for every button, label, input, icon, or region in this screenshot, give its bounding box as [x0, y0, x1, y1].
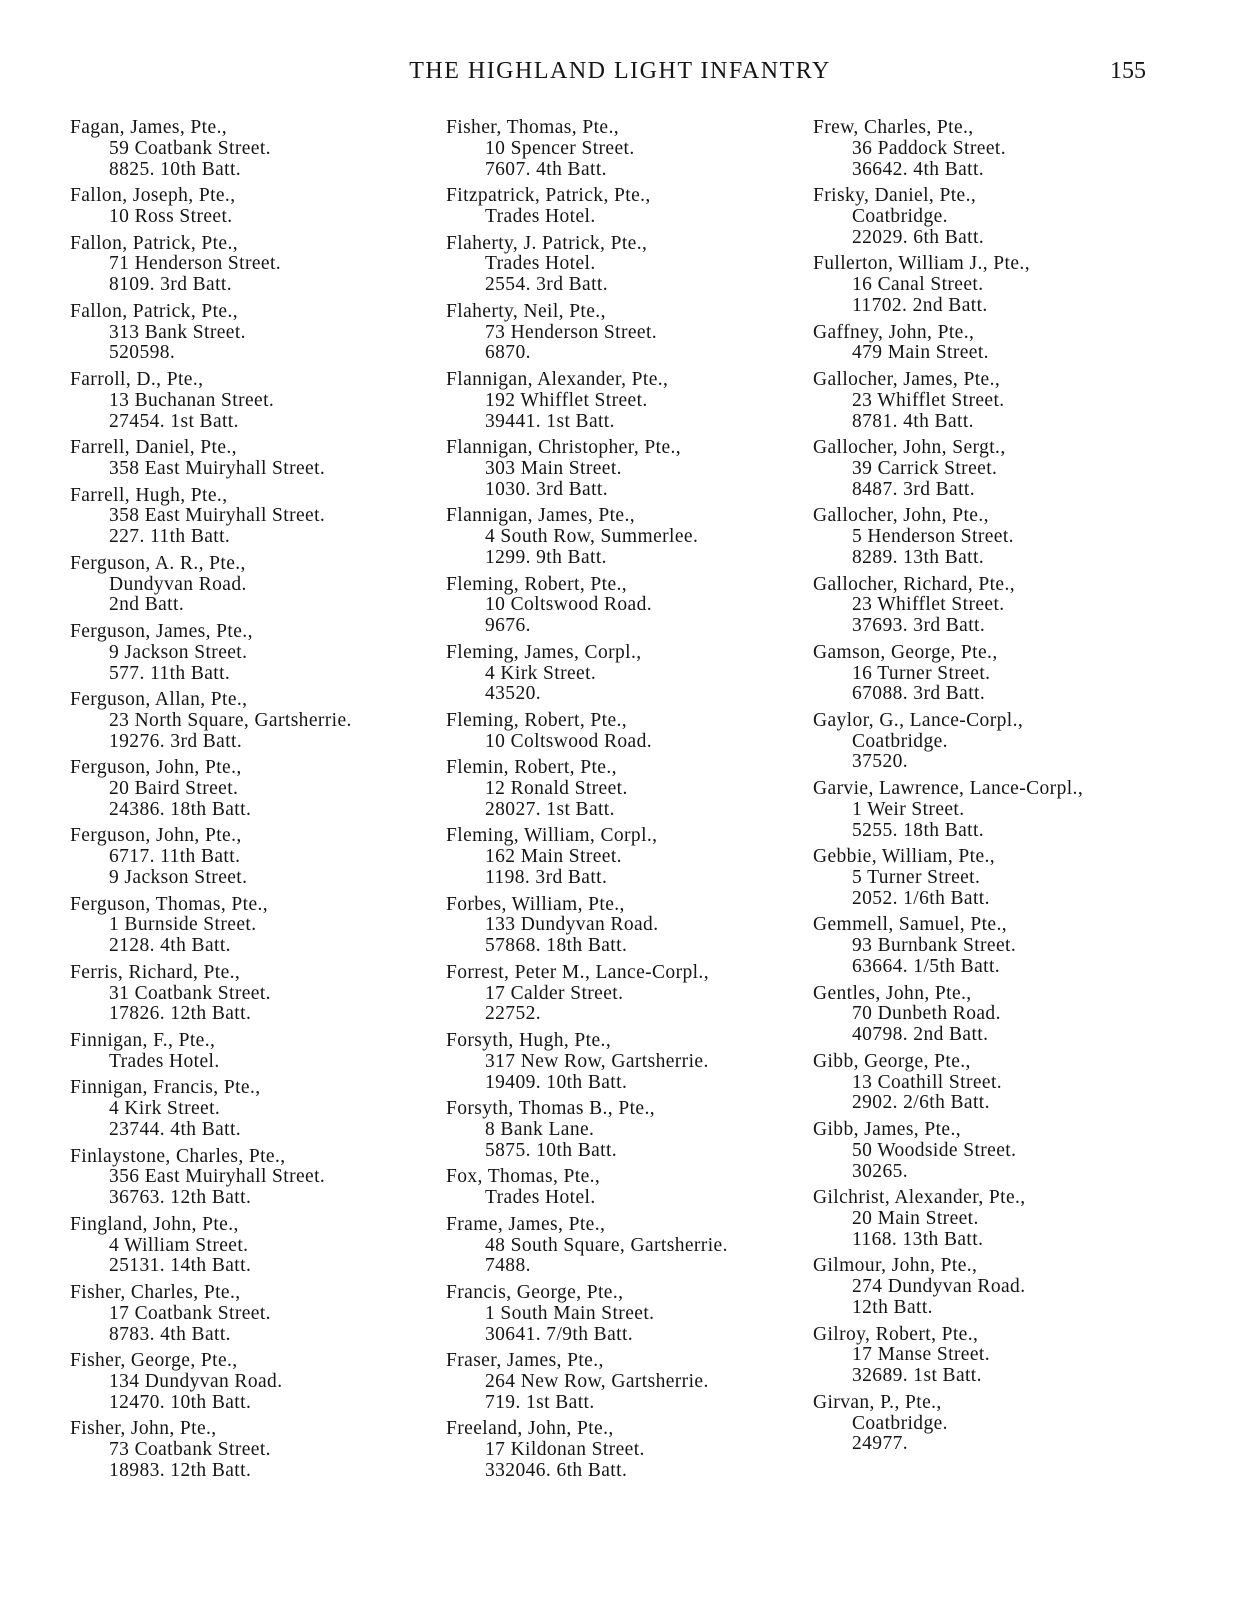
roll-entry	[446, 118, 806, 180]
entry-name: Ferguson, John, Pte.,	[70, 825, 242, 847]
entry-detail: 25131. 14th Batt.	[109, 1255, 252, 1277]
entry-name: Gallocher, John, Pte.,	[813, 505, 989, 527]
entry-detail: 16 Turner Street.	[852, 662, 991, 684]
entry-name: Fisher, Charles, Pte.,	[70, 1281, 241, 1303]
roll-entry	[70, 438, 430, 480]
entry-name: Flannigan, Alexander, Pte.,	[446, 368, 669, 390]
entry-name: Fingland, John, Pte.,	[70, 1213, 239, 1235]
entry-detail: 2554. 3rd Batt.	[485, 274, 608, 296]
entry-detail: 356 East Muiryhall Street.	[109, 1166, 326, 1188]
entry-detail: 332046. 6th Batt.	[485, 1459, 628, 1481]
entry-detail: 5 Turner Street.	[852, 867, 981, 889]
roll-entry	[813, 779, 1203, 841]
entry-name: Gallocher, John, Sergt.,	[813, 437, 1006, 459]
roll-entry	[70, 486, 430, 548]
entry-detail: 39441. 1st Batt.	[485, 410, 615, 432]
entry-name: Gaylor, G., Lance-Corpl.,	[813, 709, 1024, 731]
roll-entry	[813, 1120, 1203, 1182]
entry-detail: 7488.	[485, 1255, 531, 1277]
entry-detail: 50 Woodside Street.	[852, 1139, 1017, 1161]
roll-entry	[70, 234, 430, 296]
entry-name: Fallon, Joseph, Pte.,	[70, 185, 236, 207]
entry-detail: 24977.	[852, 1433, 909, 1455]
roll-entry	[70, 758, 430, 820]
entry-detail: 227. 11th Batt.	[109, 526, 231, 548]
entry-detail: 4 South Row, Summerlee.	[485, 526, 699, 548]
entry-detail: 12th Batt.	[852, 1296, 933, 1318]
entry-detail: 36763. 12th Batt.	[109, 1187, 252, 1209]
entry-detail: 36642. 4th Batt.	[852, 158, 985, 180]
entry-detail: 11702. 2nd Batt.	[852, 294, 988, 316]
entry-detail: 70 Dunbeth Road.	[852, 1003, 1001, 1025]
roll-entry	[446, 234, 806, 296]
entry-name: Flaherty, J. Patrick, Pte.,	[446, 232, 648, 254]
entry-detail: 13 Coathill Street.	[852, 1071, 1003, 1093]
entry-detail: 23 Whifflet Street.	[852, 389, 1005, 411]
entry-name: Gallocher, Richard, Pte.,	[813, 573, 1015, 595]
entry-detail: 37520.	[852, 751, 909, 773]
entry-detail: 24386. 18th Batt.	[109, 798, 252, 820]
roll-entry	[70, 186, 430, 228]
entry-detail: 12470. 10th Batt.	[109, 1391, 252, 1413]
roll-entry	[446, 506, 806, 568]
entry-name: Finnigan, F., Pte.,	[70, 1030, 216, 1052]
entry-name: Fisher, Thomas, Pte.,	[446, 117, 620, 138]
entry-detail: 2052. 1/6th Batt.	[852, 887, 990, 909]
entry-detail: 313 Bank Street.	[109, 321, 246, 343]
entry-detail: 5875. 10th Batt.	[485, 1139, 618, 1161]
roll-entry	[446, 963, 806, 1025]
entry-detail: 27454. 1st Batt.	[109, 410, 239, 432]
entry-detail: 36 Paddock Street.	[852, 137, 1006, 159]
roll-entry	[446, 575, 806, 637]
entry-detail: 8781. 4th Batt.	[852, 410, 974, 432]
entry-detail: 17 Coatbank Street.	[109, 1302, 271, 1324]
roll-entry	[813, 1393, 1203, 1455]
entry-detail: 358 East Muiryhall Street.	[109, 505, 326, 527]
entry-detail: 8289. 13th Batt.	[852, 546, 985, 568]
roll-entry	[70, 1147, 430, 1209]
entry-detail: 2nd Batt.	[109, 594, 185, 616]
roll-entry	[813, 254, 1203, 316]
entry-detail: 63664. 1/5th Batt.	[852, 956, 1001, 978]
roll-entry	[813, 643, 1203, 705]
column-2	[446, 118, 806, 1488]
roll-entry	[70, 302, 430, 364]
entry-detail: 48 South Square, Gartsherrie.	[485, 1234, 728, 1256]
entry-detail: 19409. 10th Batt.	[485, 1071, 628, 1093]
entry-detail: 303 Main Street.	[485, 457, 622, 479]
running-title: THE HIGHLAND LIGHT INFANTRY	[409, 58, 831, 84]
entry-detail: 134 Dundyvan Road.	[109, 1370, 283, 1392]
entry-name: Ferguson, A. R., Pte.,	[70, 552, 246, 574]
entry-detail: 30265.	[852, 1160, 909, 1182]
entry-detail: Trades Hotel.	[109, 1050, 220, 1072]
entry-detail: Trades Hotel.	[485, 253, 596, 275]
entry-detail: 6717. 11th Batt.	[109, 846, 241, 868]
roll-entry	[70, 895, 430, 957]
entry-detail: 162 Main Street.	[485, 846, 622, 868]
entry-detail: 57868. 18th Batt.	[485, 935, 628, 957]
entry-detail: 59 Coatbank Street.	[109, 137, 271, 159]
entry-name: Flannigan, Christopher, Pte.,	[446, 437, 682, 459]
entry-detail: 20 Main Street.	[852, 1208, 979, 1229]
page-number: 155	[1110, 58, 1146, 84]
roll-entry	[446, 826, 806, 888]
roll-entry	[813, 1052, 1203, 1114]
roll-entry	[446, 1167, 806, 1209]
entry-name: Girvan, P., Pte.,	[813, 1391, 942, 1413]
roll-entry	[813, 984, 1203, 1046]
roll-entry	[70, 1283, 430, 1345]
roll-entry	[70, 826, 430, 888]
entry-detail: Trades Hotel.	[485, 205, 596, 227]
entry-detail: 10 Coltswood Road.	[485, 594, 652, 616]
entry-name: Forsyth, Hugh, Pte.,	[446, 1030, 612, 1052]
entry-name: Fox, Thomas, Pte.,	[446, 1166, 601, 1188]
roll-entry	[446, 438, 806, 500]
entry-detail: 12 Ronald Street.	[485, 778, 628, 800]
entry-detail: 17 Calder Street.	[485, 982, 624, 1004]
entry-detail: 5255. 18th Batt.	[852, 819, 985, 841]
entry-name: Gebbie, William, Pte.,	[813, 846, 996, 868]
entry-name: Gamson, George, Pte.,	[813, 641, 998, 663]
entry-detail: 28027. 1st Batt.	[485, 798, 615, 820]
entry-detail: 23 Whifflet Street.	[852, 594, 1005, 616]
entry-detail: 93 Burnbank Street.	[852, 935, 1017, 957]
entry-name: Fullerton, William J., Pte.,	[813, 253, 1030, 275]
entry-detail: 479 Main Street.	[852, 342, 989, 364]
entry-name: Gibb, George, Pte.,	[813, 1050, 971, 1072]
entry-detail: 67088. 3rd Batt.	[852, 683, 986, 705]
entry-detail: 8487. 3rd Batt.	[852, 478, 975, 500]
roll-entry	[70, 690, 430, 752]
entry-name: Fleming, Robert, Pte.,	[446, 709, 628, 731]
roll-entry	[813, 1325, 1203, 1387]
entry-name: Freeland, John, Pte.,	[446, 1418, 614, 1440]
entry-name: Fisher, John, Pte.,	[70, 1418, 217, 1440]
roll-entry	[70, 370, 430, 432]
entry-detail: 73 Coatbank Street.	[109, 1439, 271, 1461]
column-3	[813, 118, 1203, 1461]
entry-detail: 73 Henderson Street.	[485, 321, 658, 343]
entry-detail: 20 Baird Street.	[109, 778, 239, 800]
entry-name: Ferris, Richard, Pte.,	[70, 961, 241, 983]
entry-name: Flannigan, James, Pte.,	[446, 505, 636, 527]
entry-name: Ferguson, Allan, Pte.,	[70, 689, 248, 711]
entry-detail: 19276. 3rd Batt.	[109, 730, 243, 752]
entry-detail: 17 Manse Street.	[852, 1344, 990, 1366]
roll-entry	[70, 1031, 430, 1073]
roll-entry	[813, 323, 1203, 365]
entry-name: Flemin, Robert, Pte.,	[446, 757, 617, 779]
roll-entry	[446, 1215, 806, 1277]
entry-detail: 6870.	[485, 342, 531, 364]
entry-name: Flaherty, Neil, Pte.,	[446, 300, 606, 322]
entry-name: Gallocher, James, Pte.,	[813, 368, 1001, 390]
entry-name: Gibb, James, Pte.,	[813, 1119, 962, 1141]
entry-detail: 577. 11th Batt.	[109, 662, 231, 684]
entry-detail: 4 Kirk Street.	[485, 662, 597, 684]
roll-entry	[70, 1351, 430, 1413]
roll-entry	[70, 1419, 430, 1481]
roll-entry	[446, 1419, 806, 1481]
entry-name: Fleming, William, Corpl.,	[446, 825, 658, 847]
entry-detail: 4 Kirk Street.	[109, 1098, 221, 1120]
roll-entry	[813, 915, 1203, 977]
entry-name: Fleming, Robert, Pte.,	[446, 573, 628, 595]
entry-detail: 22752.	[485, 1003, 542, 1025]
entry-name: Gentles, John, Pte.,	[813, 982, 972, 1004]
entry-detail: 7607. 4th Batt.	[485, 158, 607, 180]
entry-detail: 17826. 12th Batt.	[109, 1003, 252, 1025]
entry-detail: 317 New Row, Gartsherrie.	[485, 1050, 709, 1072]
entry-name: Finnigan, Francis, Pte.,	[70, 1077, 261, 1099]
entry-detail: 22029. 6th Batt.	[852, 226, 985, 248]
roll-entry	[446, 302, 806, 364]
entry-detail: 37693. 3rd Batt.	[852, 615, 986, 637]
entry-name: Fagan, James, Pte.,	[70, 117, 228, 138]
roll-entry	[813, 575, 1203, 637]
roll-entry	[446, 895, 806, 957]
roll-entry	[446, 758, 806, 820]
roll-entry	[446, 186, 806, 228]
entry-name: Fleming, James, Corpl.,	[446, 641, 642, 663]
entry-name: Ferguson, John, Pte.,	[70, 757, 242, 779]
entry-name: Farrell, Daniel, Pte.,	[70, 437, 237, 459]
entry-detail: Trades Hotel.	[485, 1187, 596, 1209]
roll-entry	[813, 186, 1203, 248]
entry-detail: Coatbridge.	[852, 1412, 948, 1434]
roll-entry	[70, 622, 430, 684]
entry-detail: 30641. 7/9th Batt.	[485, 1323, 634, 1345]
entry-name: Gilroy, Robert, Pte.,	[813, 1323, 979, 1345]
roll-entry	[813, 711, 1203, 773]
entry-detail: 358 East Muiryhall Street.	[109, 457, 326, 479]
entry-name: Gaffney, John, Pte.,	[813, 321, 975, 343]
entry-detail: 31 Coatbank Street.	[109, 982, 271, 1004]
entry-detail: 40798. 2nd Batt.	[852, 1024, 989, 1046]
roll-entry	[446, 1031, 806, 1093]
entry-detail: 10 Coltswood Road.	[485, 730, 652, 752]
entry-detail: 274 Dundyvan Road.	[852, 1276, 1026, 1298]
roll-entry	[813, 118, 1203, 180]
entry-detail: 8 Bank Lane.	[485, 1119, 595, 1141]
entry-name: Forsyth, Thomas B., Pte.,	[446, 1098, 655, 1120]
entry-detail: 71 Henderson Street.	[109, 253, 282, 275]
entry-detail: 1 Weir Street.	[852, 798, 965, 820]
entry-detail: 9 Jackson Street.	[109, 867, 248, 889]
entry-name: Farrell, Hugh, Pte.,	[70, 484, 228, 506]
entry-name: Forrest, Peter M., Lance-Corpl.,	[446, 961, 709, 983]
entry-name: Finlaystone, Charles, Pte.,	[70, 1145, 286, 1167]
entry-detail: 1198. 3rd Batt.	[485, 867, 608, 889]
entry-name: Forbes, William, Pte.,	[446, 893, 625, 915]
entry-name: Gemmell, Samuel, Pte.,	[813, 914, 1008, 936]
entry-name: Fisher, George, Pte.,	[70, 1350, 238, 1372]
entry-detail: 8825. 10th Batt.	[109, 158, 242, 180]
entry-detail: 2902. 2/6th Batt.	[852, 1092, 990, 1114]
entry-detail: 13 Buchanan Street.	[109, 389, 275, 411]
entry-name: Francis, George, Pte.,	[446, 1281, 624, 1303]
entry-name: Frame, James, Pte.,	[446, 1213, 606, 1235]
roll-entry	[446, 711, 806, 753]
entry-detail: 32689. 1st Batt.	[852, 1365, 982, 1387]
entry-detail: 4 William Street.	[109, 1234, 249, 1256]
entry-name: Ferguson, Thomas, Pte.,	[70, 893, 269, 915]
entry-detail: 9 Jackson Street.	[109, 641, 248, 663]
entry-name: Frew, Charles, Pte.,	[813, 117, 974, 138]
entry-detail: 23 North Square, Gartsherrie.	[109, 709, 352, 731]
entry-detail: 1 South Main Street.	[485, 1302, 655, 1324]
entry-detail: 264 New Row, Gartsherrie.	[485, 1370, 709, 1392]
roll-entry	[813, 1188, 1203, 1250]
roll-entry	[446, 1283, 806, 1345]
roll-entry	[446, 1099, 806, 1161]
entry-detail: Coatbridge.	[852, 205, 948, 227]
entry-detail: 192 Whifflet Street.	[485, 389, 648, 411]
entry-detail: 9676.	[485, 615, 531, 637]
entry-name: Fallon, Patrick, Pte.,	[70, 232, 239, 254]
entry-detail: 1299. 9th Batt.	[485, 546, 607, 568]
roll-entry	[813, 506, 1203, 568]
page-header	[0, 58, 1240, 92]
entry-detail: 18983. 12th Batt.	[109, 1459, 252, 1481]
entry-detail: 1030. 3rd Batt.	[485, 478, 608, 500]
roll-entry	[70, 118, 430, 180]
entry-name: Fallon, Patrick, Pte.,	[70, 300, 239, 322]
entry-detail: 17 Kildonan Street.	[485, 1439, 645, 1461]
entry-name: Farroll, D., Pte.,	[70, 368, 204, 390]
entry-detail: 23744. 4th Batt.	[109, 1119, 242, 1141]
roll-entry	[70, 963, 430, 1025]
entry-detail: 1 Burnside Street.	[109, 914, 257, 936]
roll-entry	[813, 847, 1203, 909]
column-1	[70, 118, 430, 1488]
entry-name: Fitzpatrick, Patrick, Pte.,	[446, 185, 651, 207]
entry-detail: 10 Ross Street.	[109, 205, 233, 227]
entry-detail: 8783. 4th Batt.	[109, 1323, 231, 1345]
entry-detail: 520598.	[109, 342, 176, 364]
roll-entry	[446, 643, 806, 705]
entry-detail: 39 Carrick Street.	[852, 457, 998, 479]
entry-name: Fraser, James, Pte.,	[446, 1350, 604, 1372]
roll-entry	[446, 370, 806, 432]
roll-entry	[446, 1351, 806, 1413]
roll-entry	[70, 554, 430, 616]
roll-entry	[70, 1215, 430, 1277]
entry-detail: 16 Canal Street.	[852, 274, 984, 296]
entry-detail: 133 Dundyvan Road.	[485, 914, 659, 936]
entry-detail: 8109. 3rd Batt.	[109, 274, 232, 296]
entry-detail: 5 Henderson Street.	[852, 526, 1014, 548]
entry-detail: 43520.	[485, 683, 542, 705]
entry-name: Gilchrist, Alexander, Pte.,	[813, 1187, 1026, 1209]
entry-name: Gilmour, John, Pte.,	[813, 1255, 978, 1277]
entry-detail: 1168. 13th Batt.	[852, 1228, 984, 1250]
roll-entry	[70, 1078, 430, 1140]
roll-entry	[813, 1256, 1203, 1318]
entry-detail: Coatbridge.	[852, 730, 948, 752]
entry-detail: 2128. 4th Batt.	[109, 935, 231, 957]
roll-entry	[813, 438, 1203, 500]
entry-detail: Dundyvan Road.	[109, 573, 247, 595]
entry-detail: 10 Spencer Street.	[485, 137, 635, 159]
entry-name: Garvie, Lawrence, Lance-Corpl.,	[813, 778, 1084, 800]
roll-entry	[813, 370, 1203, 432]
entry-name: Frisky, Daniel, Pte.,	[813, 185, 977, 207]
entry-detail: 719. 1st Batt.	[485, 1391, 595, 1413]
entry-name: Ferguson, James, Pte.,	[70, 620, 253, 642]
